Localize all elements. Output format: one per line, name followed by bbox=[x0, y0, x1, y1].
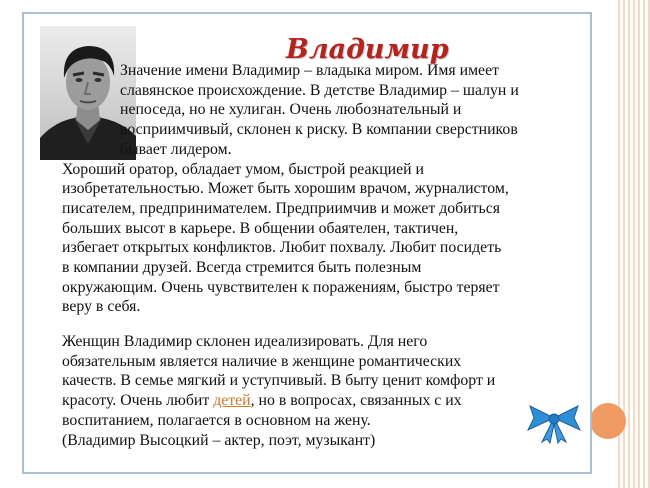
para2-line: качеств. В семье мягкий и уступчивый. В быту ценит комфорт и bbox=[62, 372, 496, 390]
para2-line bbox=[62, 391, 462, 411]
intro-line: бывает лидером. bbox=[120, 140, 232, 158]
children-link[interactable]: детей bbox=[213, 392, 251, 410]
slide-frame bbox=[22, 12, 592, 474]
page-title: Владимир bbox=[286, 34, 449, 65]
para2-text: , но в вопросах, связанных с их bbox=[250, 392, 462, 410]
intro-line: непоседа, но не хулиган. Очень любознательный и bbox=[120, 101, 462, 119]
intro-line: славянское происхождение. В детстве Владимир – шалун и bbox=[120, 81, 519, 99]
decorative-circle bbox=[590, 403, 626, 439]
body-line: Хороший оратор, обладает умом, быстрой реакцией и bbox=[62, 160, 424, 178]
body-line: окружающим. Очень чувствителен к поражениям, быстро теряет bbox=[62, 278, 500, 296]
body-line: в компании друзей. Всегда стремится быть полезным bbox=[62, 259, 422, 276]
intro-line: восприимчивый, склонен к риску. В компании сверстников bbox=[120, 121, 518, 139]
body-line: избегает открытых конфликтов. Любит похвалу. Любит посидеть bbox=[62, 239, 502, 257]
body-line: изобретательностью. Может быть хорошим врачом, журналистом, bbox=[62, 180, 509, 198]
blue-bow-icon bbox=[526, 404, 582, 444]
para2-text: красоту. Очень любит bbox=[62, 392, 214, 410]
para2-line: воспитанием, полагается в основном на жену. bbox=[62, 411, 371, 429]
caption: (Владимир Высоцкий – актер, поэт, музыкант) bbox=[62, 431, 376, 449]
body-line: писателем, предпринимателем. Предприимчив и может добиться bbox=[62, 199, 501, 217]
para2-line: Женщин Владимир склонен идеализировать. Для него bbox=[62, 333, 428, 350]
intro-line: Значение имени Владимир – владыка миром. Имя имеет bbox=[120, 62, 499, 79]
para2-line: обязательным является наличие в женщине романтических bbox=[62, 352, 462, 370]
body-line: веру в себя. bbox=[62, 298, 141, 316]
body-line: больших высот в карьере. В общении обаятелен, тактичен, bbox=[62, 219, 459, 237]
